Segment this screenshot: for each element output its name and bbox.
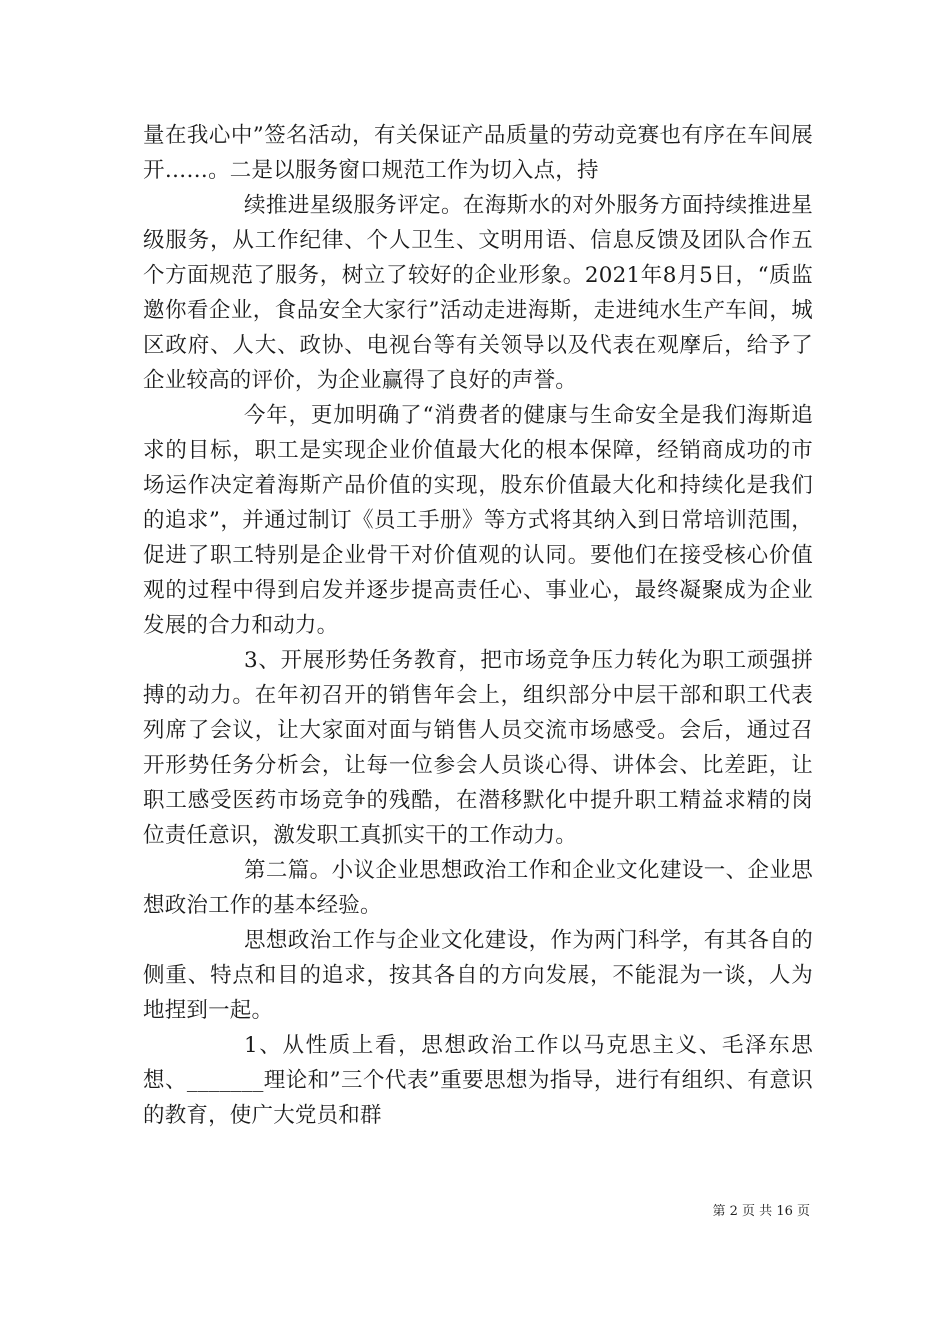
paragraph-1: 量在我心中”签名活动，有关保证产品质量的劳动竞赛也有序在车间展开……。二是以服务窗口规范工作为切入点，持 [143,123,813,183]
paragraph-6: 思想政治工作与企业文化建设，作为两门科学，有其各自的侧重、特点和目的追求，按其各自的方向发展，不能混为一谈，人为地捏到一起。 [143,928,813,1023]
paragraph-4: 3、开展形势任务教育，把市场竞争压力转化为职工顽强拼搏的动力。在年初召开的销售年会上，组织部分中层干部和职工代表列席了会议，让大家面对面与销售人员交流市场感受。会后，通过召开形势任务分析会，让每一位参会人员谈心得、讲体会、比差距，让职工感受医药市场竞争的残酷，在潜移默化中提升职工精益求精的岗位责任意识，激发职工真抓实干的工作动力。 [143,648,813,848]
document-body [143,118,813,1133]
paragraph-3: 今年，更加明确了“消费者的健康与生命安全是我们海斯追求的目标，职工是实现企业价值最大化的根本保障，经销商成功的市场运作决定着海斯产品价值的实现，股东价值最大化和持续化是我们的追求”，并通过制订《员工手册》等方式将其纳入到日常培训范围，促进了职工特别是企业骨干对价值观的认同。要他们在接受核心价值观的过程中得到启发并逐步提高责任心、事业心，最终凝聚成为企业发展的合力和动力。 [143,403,813,638]
paragraph-5: 第二篇。小议企业思想政治工作和企业文化建设一、企业思想政治工作的基本经验。 [143,858,813,918]
page-number: 第 2 页 共 16 页 [712,1204,810,1219]
paragraph-2: 续推进星级服务评定。在海斯水的对外服务方面持续推进星级服务，从工作纪律、个人卫生、文明用语、信息反馈及团队合作五个方面规范了服务，树立了较好的企业形象。2021年8月5日，“质监邀你看企业，食品安全大家行”活动走进海斯，走进纯水生产车间，城区政府、人大、政协、电视台等有关领导以及代表在观摩后，给予了企业较高的评价，为企业赢得了良好的声誉。 [143,193,813,393]
paragraph-7: 1、从性质上看，思想政治工作以马克思主义、毛泽东思想、_______理论和”三个代表”重要思想为指导，进行有组织、有意识的教育，使广大党员和群 [143,1033,813,1128]
